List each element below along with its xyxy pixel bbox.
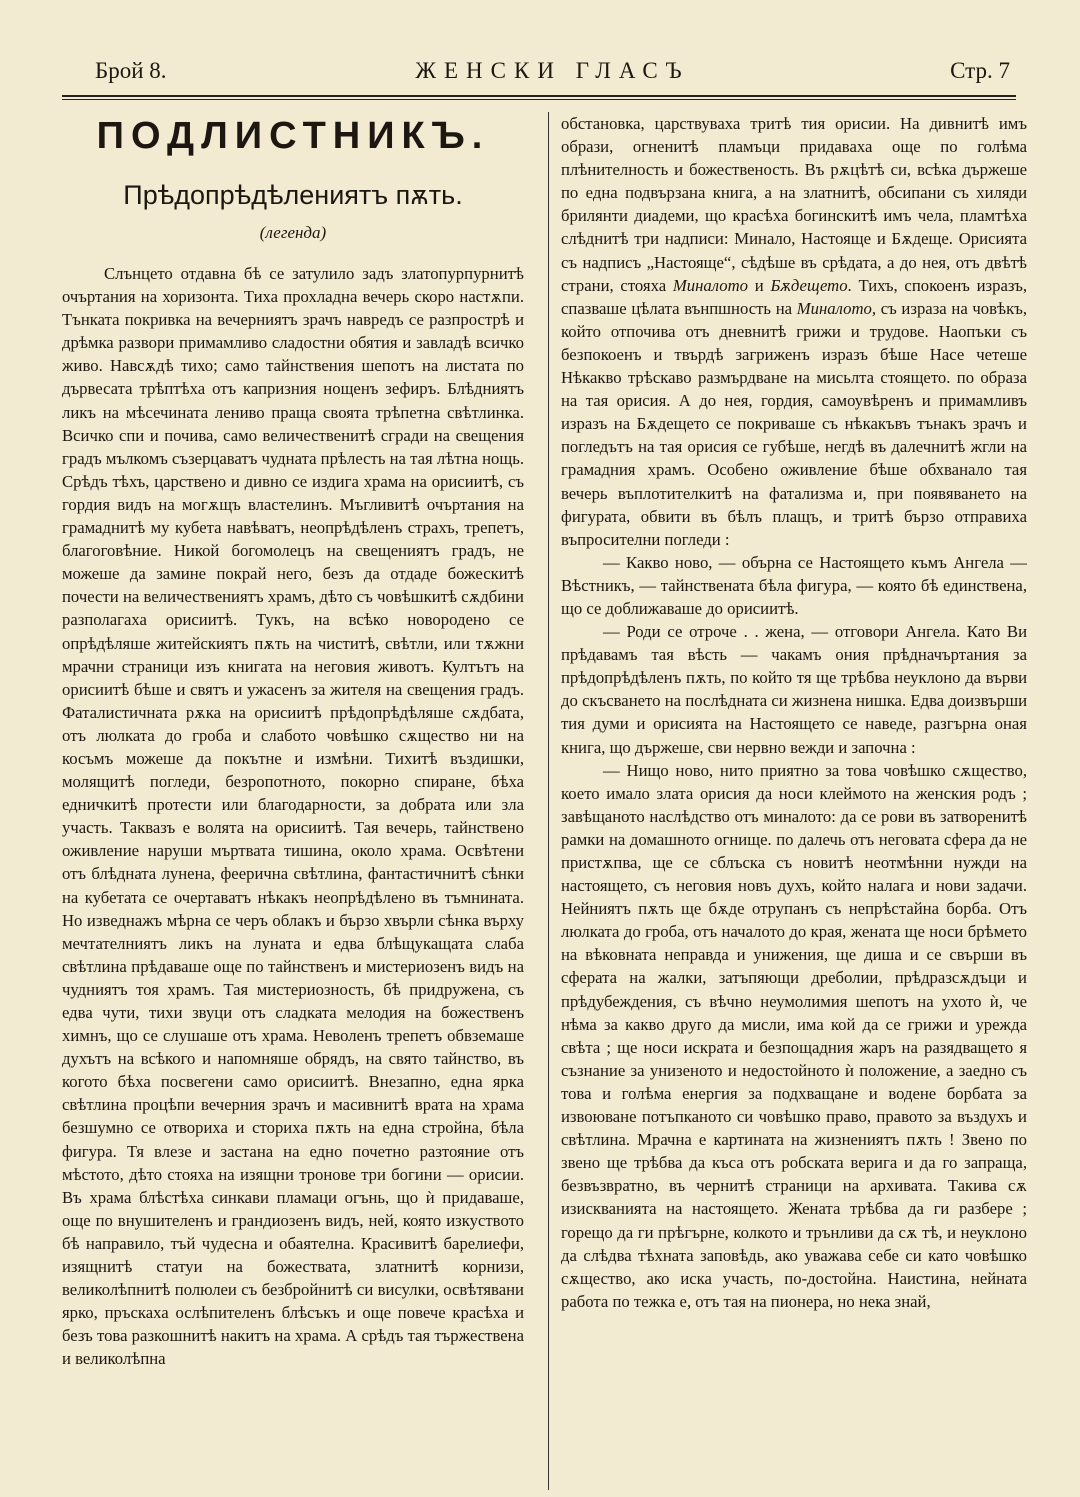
emphasis: Миналото, (796, 298, 877, 318)
paragraph: Слънцето отдавна бѣ се затулило задъ златопурпурнитѣ очъртания на хоризонта. Тиха прохладна вечерь скоро настѫпи. Тънката покривка на вечерниятъ зрачъ навредъ се разпрострѣ и дрѣмка развори примамливо сладостни обятия и завладѣ всичко живо. Навсѫдѣ тихо; само тайнствения шепотъ на листата по дървесата трѣптѣха отъ капризния нощенъ зефиръ. Блѣдниятъ ликъ на мѣсечината лениво праща своята трѣпетна свѣтлинка. Всичко спи и почива, само величественитѣ сгради на свещения градъ мълкомъ съзерцаватъ чудната прѣлесть на тая лѣтна нощь. Срѣдъ тѣхъ, царствено и дивно се издига храма на орисиитѣ, съ гордия видъ на могѫщъ властелинъ. Мъгливитѣ очъртания на грамаднитѣ му кубета навѣватъ, неопрѣдѣленъ страхъ, трепетъ, благоговѣние. Никой богомолецъ на свещениятъ градъ, не можеше да замине покрай него, безъ да отдаде божескитѣ почести на величествениятъ храмъ, дѣто съ човѣшкитѣ сѫдбини разполагаха орисиитѣ. Тукъ, на всѣко новородено се опрѣдѣляше житейскиятъ пѫть на чиститѣ, свѣтли, или тѫжни мрачни страници изъ книгата на неговия животъ. Култътъ на орисиитѣ бѣше и святъ и ужасенъ за жителя на свещения градъ. Фаталистичната рѫка на орисиитѣ прѣдопрѣдѣляше сѫдбата, отъ люлката до гроба и слабото човѣшко сѫщество ни на косъмъ можеше да покътне и измѣни. Тихитѣ въздишки, молящитѣ погледи, безропотното, покорно спиране, бѣха едничкитѣ протести или благодарности, за добрата или зла участь. Таквазъ е волята на орисиитѣ. Тая вечерь, тайнствено оживление наруши мъртвата тишина, около храма. Освѣтени отъ блѣдната лунена, феерична свѣтлина, фантастичнитѣ сѣнки на кубетата се очертаватъ нѣкакъ неопрѣдѣлено въ тъмнината. Но изведнажъ мѣрна се черъ облакъ и бързо хвърли сѣнка върху мечтателниятъ ликъ на луната и едва блѣщукащата слаба свѣтлина прѣдаваше още по тайнственъ и мистериозенъ видъ на чудниятъ тоя храмъ. Тая мистериозность, бѣ придружена, съ едва чути, тихи звуци отъ сладката мелодия на божественъ химнъ, що се слушаше отъ храма. Неволенъ трепетъ обвземаше духътъ на всѣкого и напомняше обрядъ, на свято тайнство, въ когото бѣха посвегени само орисиитѣ. Внезапно, една ярка свѣтлина процѣпи вечерния зрачъ и масивнитѣ врата на храма безшумно се отвориха и сториха пѫть на една стройна, бѣла фигура. Тя влезе и застана на едно почетно разтояние отъ мѣстото, дѣто стояха на изящни тронове три богини — орисии. Въ храма блѣстѣха синкави пламаци огънь, що ѝ придаваше, още по внушителенъ и грандиозенъ видъ, ней, която изкуството бѣ направило, тъй чудесна и обаятелна. Красивитѣ барелиефи, изящнитѣ статуи на божествата, златнитѣ корнизи, великолѣпнитѣ полюлеи съ безбройнитѣ си висулки, освѣтявани ярко, пръскаха ослѣпителенъ блѣсъкъ и още повече красѣха и безъ това разкошнитѣ накитъ на храма. А срѣдъ тая тържествена и великолѣпна (62, 264, 524, 1369)
right-column (561, 112, 1027, 1492)
header-rule (62, 95, 1016, 97)
text-run: . Тихъ, спокоенъ изразъ, спазваше цѣлата вънпшность на (561, 275, 1027, 318)
text-run: обстановка, царствуваха тритѣ тия орисии. На дивнитѣ имъ образи, огненитѣ пламъци придаваха още по голѣма плѣнителность и божественость. Въ рѫцѣтѣ си, всѣка държеше по една подвързана книга, а на златнитѣ, обсипани съ хиляди брилянти диадеми, що красѣха богинскитѣ имъ чела, пламтѣха слѣднитѣ три надписи: Минало, Настояще и Бѫдеще. Орисията съ надписъ „Настояще“, сѣдѣше въ срѣдата, а до нея, отъ двѣтѣ страни, стояха (561, 114, 1027, 295)
emphasis: Бѫдещето (770, 275, 848, 295)
paragraph: — Нищо ново, нито приятно за това човѣшко сѫщество, което имало злата орисия да носи клеймото на женския родъ ; завѣщаното наслѣдство отъ миналото: да се рови въ затворенитѣ рамки на домашното огнище. по далечь отъ неговата сфера да не пристѫпва, ще се сблъска съ новитѣ неотмѣнни нужди на настоящето, съ неговия новъ духъ, който налага и нови задачи. Нейниятъ пѫть ще бѫде отрупанъ съ непрѣстайна борба. Отъ люлката до гроба, отъ началото до края, жената ще носи брѣмето на вѣковната неправда и унижения, ще диша и се свърши въ сферата на жалки, затъпяющи дреболии, прѣдразсѫдъци и прѣдубеждения, съ вѣчно неумолимия шепотъ на ухото ѝ, че нѣма за какво друго да мисли, има кой да се грижи и урежда свѣта ; ще носи искрата и безпощадния жаръ на разядващето я съзнание за унизеното и недостойното ѝ положение, а заедно съ това и голѣма енергия за подхващане и водене борбата за извоюване потъпканото си човѣшко право, правото за въздухъ и свѣтлина. Мрачна е картината на жизнениятъ пѫть ! Звено по звено ще трѣбва да къса отъ робската верига и да го запраща, безвъзвратно, въ чернитѣ страници на архивата. Такива сѫ изискванията на настоящето. Жената трѣбва да ги разбере ; горещо да ги прѣгърне, колкото и трънливи да сѫ тѣ, и неуклоно да слѣдва тѣхната заповѣдь, ако уважава себе си като човѣшко сѫщество, ако иска участь, по-достойна. Наистина, нейната работа по тежка е, отъ тая на пионера, но нека знай, (561, 760, 1027, 1311)
page-header (95, 58, 1010, 90)
page-number: Стр. 7 (950, 58, 1010, 83)
section-heading: ПОДЛИСТНИКЪ. (96, 115, 490, 157)
issue-number: Брой 8. (95, 58, 167, 83)
story-subtitle: (легенда) (259, 223, 327, 242)
left-column (62, 112, 524, 1492)
story-title: Прѣдопрѣдѣлениятъ пѫть. (123, 180, 463, 210)
header-rule-thin (62, 99, 1016, 100)
paragraph: — Роди се отроче . . жена, — отговори Ангела. Като Ви прѣдавамъ тая вѣсть — чакамъ ония прѣдначъртания за прѣдопрѣдѣленъ пѫть, по който тя ще трѣбва неуклоно да върви до скъсването на послѣдната си жизнена нишка. Едва доизвърши тия думи и орисията на Настоящето се наведе, разгърна оная книга, що държеше, сви нервно вежди и започна : (561, 622, 1027, 757)
journal-title: ЖЕНСКИ ГЛАСЪ (415, 58, 690, 83)
paragraph: — Какво ново, — обърна се Настоящето къмъ Ангела — Вѣстникъ, — тайнствената бѣла фигура, — която бѣ единствена, що се доближаваше до орисиитѣ. (561, 552, 1027, 618)
text-run: съ израза на човѣкъ, който отпочива отъ дневнитѣ грижи и трудове. Наопъки съ безпокоенъ и твърдѣ загриженъ изразъ бѣше Насе четеше Нѣкакво трѣскаво размърдване на мисьлта стоящето. по образа на тая орисия. А до нея, гордия, самоувѣренъ и примамливъ изразъ на Бѫдещето се покриваше съ нѣкакъвъ тънакъ зрачъ и погледътъ на тая орисия се губѣше, негдѣ въ далечнитѣ жгли на грамадния храмъ. Особено оживление бѣше обхванало тая вечерь въплотителкитѣ на фатализма и, при появяването на фигурата, обвити въ бѣлъ плащъ, и тритѣ бързо отправиха въпросителни погледи : (561, 298, 1027, 549)
text-run: и (754, 275, 764, 295)
paragraph (561, 112, 1027, 551)
column-divider (548, 112, 549, 1490)
emphasis: Миналото (672, 275, 748, 295)
